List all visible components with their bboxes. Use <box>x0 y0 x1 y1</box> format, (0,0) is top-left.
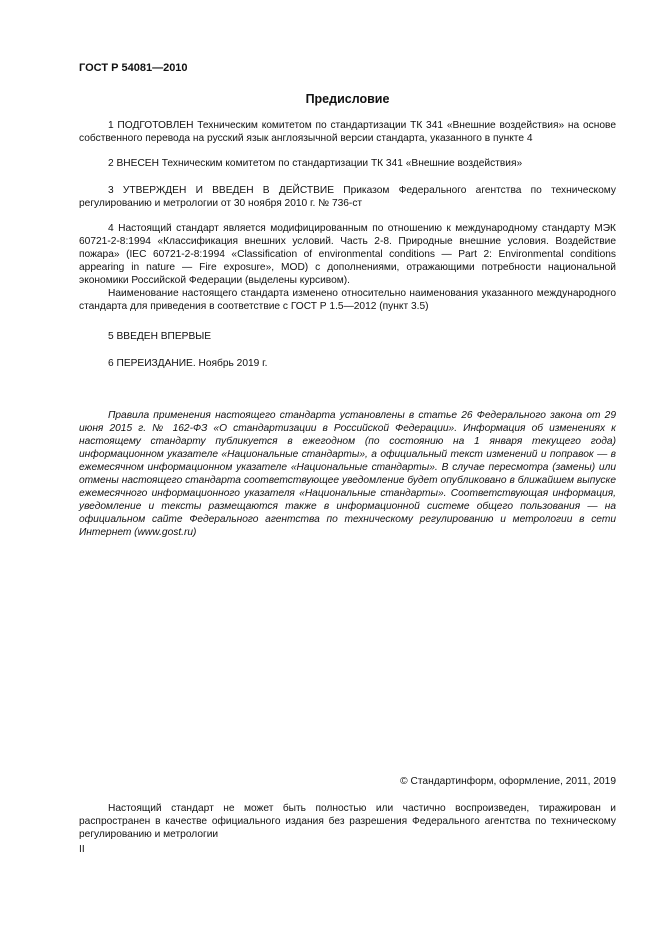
application-rules-notice <box>79 409 616 539</box>
page-title: Предисловие <box>305 92 390 106</box>
foreword-item-4 <box>79 222 616 313</box>
foreword-item-4-text: 4 Настоящий стандарт является модифицированным по отношению к международному стандарту МЭК 60721-2-8:1994 «Классификация внешних условий. Часть 2-8. Природные внешние условия. Воздействие пожара» (IEC 60721-2-8:1994 «Classification of environmental conditions — Part 2: Environmental conditions appearing in nature — Fire exposure», MOD) с дополнениями, отражающими потребности национальной экономики Российской Федерации (выделены курсивом). <box>79 223 616 286</box>
foreword-item-5 <box>79 330 616 343</box>
rights-statement <box>79 802 616 841</box>
foreword-item-5-text: 5 ВВЕДЕН ВПЕРВЫЕ <box>108 331 212 342</box>
foreword-item-2 <box>79 157 616 170</box>
foreword-item-6 <box>79 357 616 370</box>
foreword-item-1-text: 1 ПОДГОТОВЛЕН Техническим комитетом по стандартизации ТК 341 «Внешние воздействия» на основе собственного перевода на русский язык англоязычной версии стандарта, указанного в пункте 4 <box>79 120 616 144</box>
foreword-item-3 <box>79 184 616 210</box>
standard-code: ГОСТ Р 54081—2010 <box>79 62 188 74</box>
foreword-item-2-text: 2 ВНЕСЕН Техническим комитетом по стандартизации ТК 341 «Внешние воздействия» <box>108 158 523 169</box>
foreword-item-6-text: 6 ПЕРЕИЗДАНИЕ. Ноябрь 2019 г. <box>108 358 268 369</box>
page-number: II <box>79 844 85 855</box>
notice-text: Правила применения настоящего стандарта установлены в статье 26 Федерального закона от 29 июня 2015 г. № 162-ФЗ «О стандартизации в Российской Федерации». Информация об изменениях к настоящему стандарту публикуется в ежегодном (по состоянию на 1 января текущего года) информационном указателе «Национальные стандарты», а официальный текст изменений и поправок — в ежемесячном информационном указателе «Национальные стандарты». В случае пересмотра (замены) или отмены настоящего стандарта соответствующее уведомление будет опубликовано в ближайшем выпуске ежемесячного информационного указателя «Национальные стандарты». Соответствующая информация, уведомление и тексты размещаются также в информационной системе общего пользования — на официальном сайте Федерального агентства по техническому регулированию и метрологии в сети Интернет (www.gost.ru) <box>79 410 616 538</box>
foreword-item-1 <box>79 119 616 145</box>
copyright-line: © Стандартинформ, оформление, 2011, 2019 <box>400 776 616 787</box>
foreword-item-3-text: 3 УТВЕРЖДЕН И ВВЕДЕН В ДЕЙСТВИЕ Приказом Федерального агентства по техническому регулированию и метрологии от 30 ноября 2010 г. № 736-ст <box>79 185 616 209</box>
rights-text: Настоящий стандарт не может быть полностью или частично воспроизведен, тиражирован и распространен в качестве официального издания без разрешения Федерального агентства по техническому регулированию и метрологии <box>79 803 616 840</box>
foreword-item-4-note: Наименование настоящего стандарта изменено относительно наименования указанного международного стандарта для приведения в соответствие с ГОСТ Р 1.5—2012 (пункт 3.5) <box>79 288 616 312</box>
